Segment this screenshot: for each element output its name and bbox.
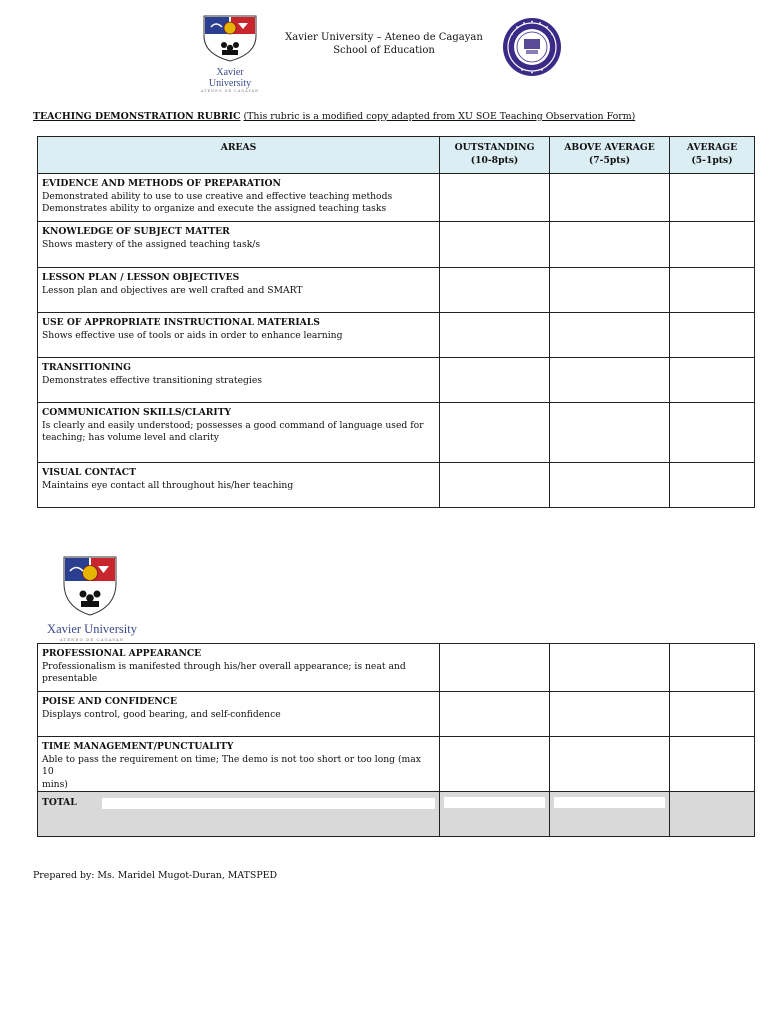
area-description: Maintains eye contact all throughout his/her teaching [42, 479, 294, 491]
rubric-table-page1 [37, 136, 755, 508]
area-description: Professionalism is manifested through his/her overall appearance; is neat and [42, 660, 406, 672]
area-title: TRANSITIONING [42, 362, 132, 373]
table-row [38, 358, 755, 403]
column-header-outstanding: OUTSTANDING (10-8pts) [440, 137, 550, 174]
logo-subtext: ATENEO DE CAGAYAN [59, 637, 125, 642]
university-logo-page2 [42, 555, 142, 642]
table-row [38, 403, 755, 463]
total-label: TOTAL [42, 797, 77, 808]
area-title: PROFESSIONAL APPEARANCE [42, 648, 202, 659]
score-cell-above-average[interactable] [550, 463, 670, 508]
table-row [38, 268, 755, 313]
score-cell-outstanding[interactable] [440, 463, 550, 508]
table-header-row [38, 137, 755, 174]
column-header-above-average: ABOVE AVERAGE (7-5pts) [550, 137, 670, 174]
score-cell-outstanding[interactable] [440, 403, 550, 463]
score-cell-outstanding[interactable] [440, 644, 550, 692]
logo-text: Xavier University [47, 622, 137, 636]
area-cell [38, 313, 440, 358]
area-description: mins) [42, 778, 68, 790]
area-title: VISUAL CONTACT [42, 467, 136, 478]
table-row [38, 737, 755, 792]
rubric-title-note: (This rubric is a modified copy adapted from XU SOE Teaching Observation Form) [243, 111, 636, 122]
score-cell-above-average[interactable] [550, 358, 670, 403]
score-cell-above-average[interactable] [550, 313, 670, 358]
logo-text: Xavier University [208, 67, 252, 89]
area-description: Shows effective use of tools or aids in order to enhance learning [42, 329, 343, 341]
area-title: LESSON PLAN / LESSON OBJECTIVES [42, 272, 240, 283]
area-description: Displays control, good bearing, and self-confidence [42, 708, 281, 720]
score-cell-outstanding[interactable] [440, 358, 550, 403]
score-cell-outstanding[interactable] [440, 737, 550, 792]
score-cell-outstanding[interactable] [440, 174, 550, 222]
score-cell-average[interactable] [670, 313, 755, 358]
column-header-areas: AREAS [38, 137, 440, 174]
area-title: POISE AND CONFIDENCE [42, 696, 177, 707]
logo-subtext: ATENEO DE CAGAYAN [200, 89, 260, 93]
table-row [38, 692, 755, 737]
area-title: USE OF APPROPRIATE INSTRUCTIONAL MATERIALS [42, 317, 320, 328]
score-cell-average[interactable] [670, 737, 755, 792]
total-cell-above-average[interactable] [550, 792, 670, 837]
rubric-title [33, 111, 635, 122]
table-row [38, 463, 755, 508]
area-cell [38, 463, 440, 508]
area-description: Able to pass the requirement on time; The demo is not too short or too long (max 10 [42, 753, 421, 777]
header-title [270, 31, 498, 57]
total-input-bar[interactable] [554, 797, 665, 808]
rubric-table-page2 [37, 643, 755, 837]
score-cell-average[interactable] [670, 358, 755, 403]
area-cell [38, 737, 440, 792]
area-cell [38, 268, 440, 313]
score-cell-above-average[interactable] [550, 737, 670, 792]
score-cell-average[interactable] [670, 268, 755, 313]
area-cell [38, 692, 440, 737]
score-cell-average[interactable] [670, 692, 755, 737]
table-row [38, 313, 755, 358]
table-row [38, 174, 755, 222]
area-description: Is clearly and easily understood; possesses a good command of language used for [42, 419, 424, 431]
score-cell-outstanding[interactable] [440, 268, 550, 313]
total-cell-average[interactable] [670, 792, 755, 837]
area-description: presentable [42, 673, 98, 684]
area-description: Demonstrates ability to organize and execute the assigned teaching tasks [42, 203, 387, 214]
area-cell [38, 644, 440, 692]
total-label-cell [38, 792, 440, 837]
score-cell-above-average[interactable] [550, 174, 670, 222]
area-title: COMMUNICATION SKILLS/CLARITY [42, 407, 232, 418]
score-cell-outstanding[interactable] [440, 692, 550, 737]
area-description: Demonstrated ability to use to use creative and effective teaching methods [42, 190, 393, 202]
table-row [38, 644, 755, 692]
score-cell-above-average[interactable] [550, 644, 670, 692]
table-row [38, 222, 755, 268]
column-header-average: AVERAGE (5-1pts) [670, 137, 755, 174]
header-title-line2: School of Education [333, 45, 435, 56]
score-cell-average[interactable] [670, 222, 755, 268]
total-input-bar[interactable] [444, 797, 545, 808]
score-cell-average[interactable] [670, 463, 755, 508]
score-cell-above-average[interactable] [550, 222, 670, 268]
school-of-education-seal-icon [502, 17, 562, 77]
score-cell-outstanding[interactable] [440, 222, 550, 268]
xavier-university-crest-icon [202, 14, 258, 62]
total-cell-outstanding[interactable] [440, 792, 550, 837]
university-logo [196, 14, 264, 93]
area-title: EVIDENCE AND METHODS OF PREPARATION [42, 178, 281, 189]
area-cell [38, 358, 440, 403]
area-cell [38, 222, 440, 268]
area-description: Shows mastery of the assigned teaching task/s [42, 238, 261, 250]
area-description: Lesson plan and objectives are well crafted and SMART [42, 284, 303, 296]
prepared-by: Prepared by: Ms. Maridel Mugot-Duran, MATSPED [33, 870, 277, 881]
xavier-university-crest-icon [62, 555, 118, 617]
area-title: KNOWLEDGE OF SUBJECT MATTER [42, 226, 230, 237]
score-cell-average[interactable] [670, 403, 755, 463]
score-cell-outstanding[interactable] [440, 313, 550, 358]
total-row [38, 792, 755, 837]
area-cell [38, 403, 440, 463]
score-cell-above-average[interactable] [550, 403, 670, 463]
rubric-title-main: TEACHING DEMONSTRATION RUBRIC [33, 111, 241, 122]
score-cell-average[interactable] [670, 644, 755, 692]
area-cell [38, 174, 440, 222]
score-cell-above-average[interactable] [550, 268, 670, 313]
area-title: TIME MANAGEMENT/PUNCTUALITY [42, 741, 234, 752]
score-cell-average[interactable] [670, 174, 755, 222]
header-title-line1: Xavier University – Ateneo de Cagayan [285, 32, 483, 43]
score-cell-above-average[interactable] [550, 692, 670, 737]
area-description: teaching; has volume level and clarity [42, 432, 219, 443]
total-input-bar[interactable] [102, 798, 435, 809]
area-description: Demonstrates effective transitioning strategies [42, 374, 262, 386]
